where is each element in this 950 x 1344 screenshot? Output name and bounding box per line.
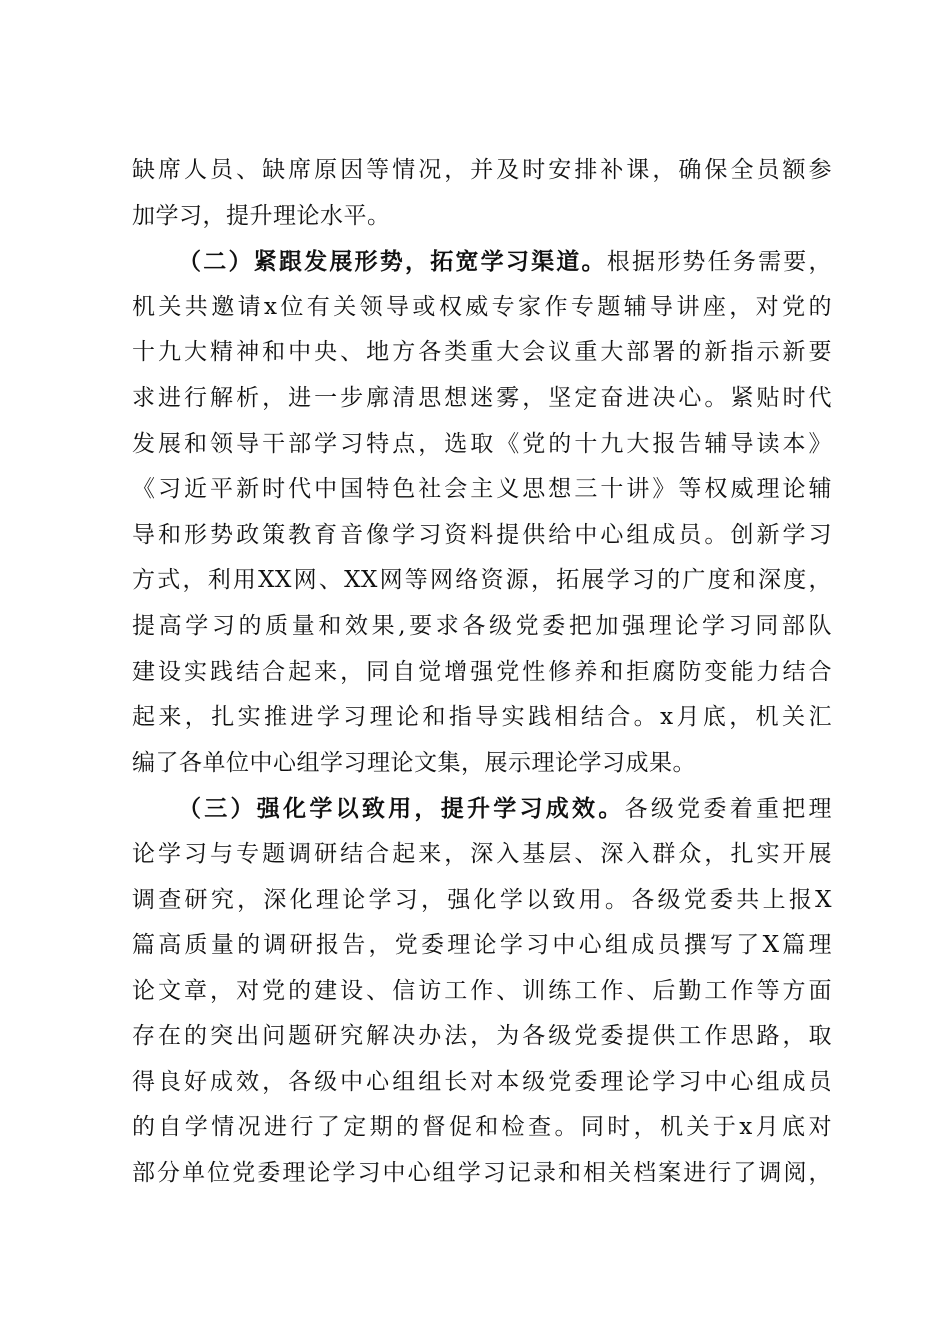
text-line: 存在的突出问题研究解决办法，为各级党委提供工作思路，取 — [132, 1023, 832, 1050]
text-line: 机关共邀请x位有关领导或权威专家作专题辅导讲座，对党的 — [132, 293, 832, 320]
paragraph-learning-channels — [132, 239, 832, 786]
text-line: 加学习，提升理论水平。 — [132, 202, 391, 229]
text-line — [132, 239, 832, 285]
text-line: 部分单位党委理论学习中心组学习记录和相关档案进行了调阅， — [132, 1160, 832, 1187]
text-run: 各级党委着重把理 — [624, 796, 833, 823]
text-line: 调查研究，深化理论学习，强化学以致用。各级党委共上报X — [132, 886, 832, 913]
text-line: 十九大精神和中央、地方各类重大会议重大部署的新指示新要 — [132, 339, 832, 366]
text-line: 发展和领导干部学习特点，选取《党的十九大报告辅导读本》 — [132, 430, 832, 457]
document-body — [132, 148, 832, 1197]
text-line: 建设实践结合起来，同自觉增强党性修养和拒腐防变能力结合 — [132, 658, 832, 685]
text-line: 提高学习的质量和效果,要求各级党委把加强理论学习同部队 — [132, 612, 832, 639]
text-line: 篇高质量的调研报告，党委理论学习中心组成员撰写了X篇理 — [132, 932, 832, 959]
paragraph-apply-learning — [132, 786, 832, 1196]
text-line: 方式，利用XX网、XX网等网络资源，拓展学习的广度和深度， — [132, 567, 832, 594]
text-line: 起来，扎实推进学习理论和指导实践相结合。x月底，机关汇 — [132, 704, 832, 731]
text-line: 《习近平新时代中国特色社会主义思想三十讲》等权威理论辅 — [132, 476, 832, 503]
section-heading: （三）强化学以致用，提升学习成效。 — [178, 795, 625, 823]
text-line: 得良好成效，各级中心组组长对本级党委理论学习中心组成员 — [132, 1068, 832, 1095]
text-line: 导和形势政策教育音像学习资料提供给中心组成员。创新学习 — [132, 521, 832, 548]
text-line: 编了各单位中心组学习理论文集，展示理论学习成果。 — [132, 749, 696, 776]
text-line: 论学习与专题调研结合起来，深入基层、深入群众，扎实开展 — [132, 840, 832, 867]
text-line: 缺席人员、缺席原因等情况，并及时安排补课，确保全员额参 — [132, 157, 832, 183]
text-line: 的自学情况进行了定期的督促和检查。同时，机关于x月底对 — [132, 1114, 832, 1141]
paragraph-attendance — [132, 148, 832, 239]
section-heading: （二）紧跟发展形势，拓宽学习渠道。 — [178, 248, 607, 276]
text-line — [132, 786, 832, 832]
text-run: 根据形势任务需要， — [606, 249, 833, 276]
text-line: 论文章，对党的建设、信访工作、训练工作、后勤工作等方面 — [132, 977, 832, 1004]
text-line: 求进行解析，进一步廓清思想迷雾，坚定奋进决心。紧贴时代 — [132, 384, 832, 411]
